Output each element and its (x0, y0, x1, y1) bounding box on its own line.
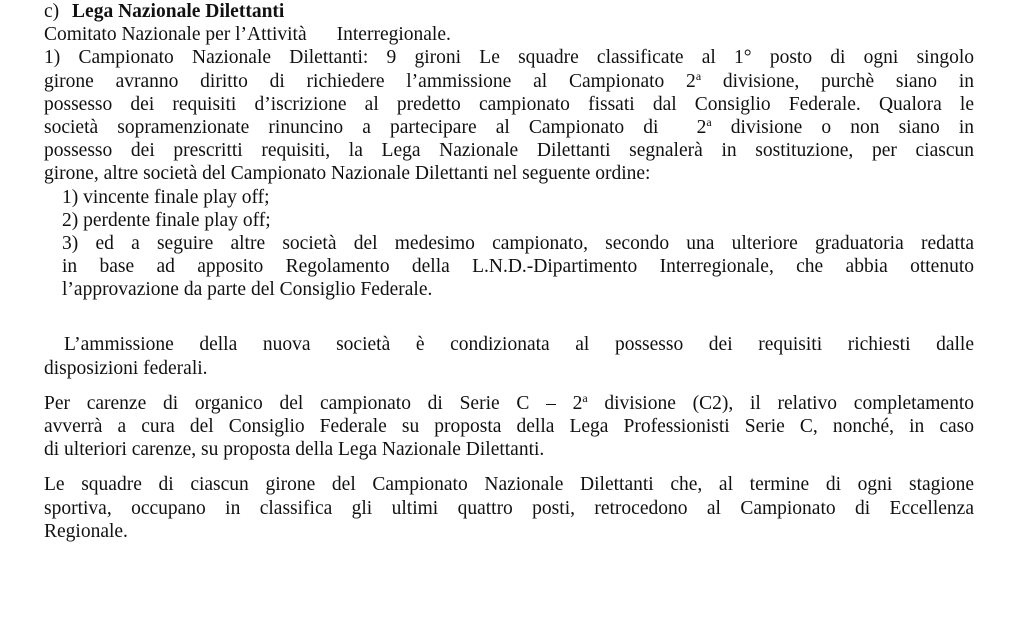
shortage-line: di ulteriori carenze, su proposta della Lega Nazionale Dilettanti. (44, 439, 545, 461)
document-page (44, 0, 974, 543)
committee-name-part1: Comitato Nazionale per l’Attività (44, 24, 307, 46)
committee-name (44, 23, 974, 46)
order-list-item: 3) ed a seguire altre società del medesimo campionato, secondo una ulteriore graduatoria redatta (62, 232, 974, 254)
section-heading-prefix: c) (44, 1, 60, 22)
admission-paragraph (44, 333, 974, 379)
text-fragment: divisione (C2), il relativo completamento (587, 392, 974, 414)
relegation-line: Regionale. (44, 520, 128, 542)
point-1-line: girone, altre società del Campionato Nazionale Dilettanti nel seguente ordine: (44, 163, 651, 185)
superscript: a (706, 114, 712, 129)
text-fragment: girone avranno diritto di richiedere l’ammissione al Campionato 2 (44, 70, 696, 92)
section-heading (44, 0, 974, 23)
order-list-item: 2) perdente finale play off; (62, 209, 271, 231)
text-fragment: Per carenze di organico del campionato di Serie C – 2 (44, 392, 583, 414)
point-1-line: possesso dei requisiti d’iscrizione al predetto campionato fissati dal Consiglio Federale. Qualora le (44, 93, 974, 115)
point-1-line: 1) Campionato Nazionale Dilettanti: 9 gironi Le squadre classificate al 1° posto di ogni singolo (44, 47, 974, 69)
shortage-line: avverrà a cura del Consiglio Federale su proposta della Lega Professionisti Serie C, nonché, in caso (44, 416, 974, 437)
text-fragment: società sopramenzionate rinuncino a partecipare al Campionato di 2 (44, 116, 707, 138)
text-fragment: divisione, purchè siano in (701, 70, 974, 92)
admission-line: disposizioni federali. (44, 357, 208, 379)
point-1-line: possesso dei prescritti requisiti, la Lega Nazionale Dilettanti segnalerà in sostituzione, per ciascun (44, 140, 974, 162)
shortage-line (44, 392, 974, 415)
shortage-paragraph (44, 392, 974, 462)
committee-name-part2: Interregionale. (336, 24, 451, 46)
order-list-item: 1) vincente finale play off; (62, 186, 270, 208)
relegation-paragraph (44, 473, 974, 543)
point-1-paragraph (44, 46, 974, 185)
superscript: a (582, 390, 588, 405)
section-heading-title: Lega Nazionale Dilettanti (72, 1, 285, 22)
order-list-item-continuation: l’approvazione da parte del Consiglio Federale. (62, 279, 433, 301)
order-list-item-continuation: in base ad apposito Regolamento della L.N.D.-Dipartimento Interregionale, che abbia ottenuto (62, 256, 974, 278)
point-1-line (44, 116, 974, 139)
relegation-line: sportiva, occupano in classifica gli ultimi quattro posti, retrocedono al Campionato di Eccellenza (44, 497, 974, 519)
order-list (44, 186, 974, 302)
point-1-line (44, 70, 974, 93)
superscript: a (695, 68, 702, 83)
relegation-line: Le squadre di ciascun girone del Campionato Nazionale Dilettanti che, al termine di ogni stagione (44, 474, 974, 496)
admission-line: L’ammissione della nuova società è condizionata al possesso dei requisiti richiesti dalle (64, 334, 974, 356)
text-fragment: divisione o non siano in (711, 116, 975, 138)
